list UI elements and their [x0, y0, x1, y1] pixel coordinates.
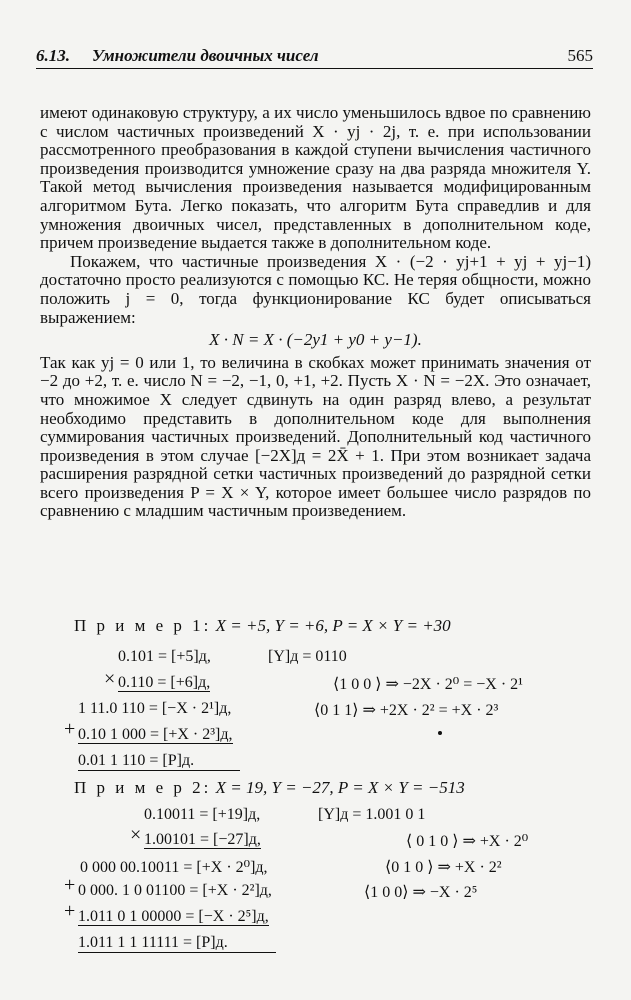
ex2-result-underline: [78, 952, 276, 953]
example-1-label: П р и м е р 1:: [74, 616, 212, 635]
ex2-row-6-left: 1.011 1 1 11111 = [P]д.: [78, 934, 228, 951]
ex2-row-2-right: ⟨ 0 1 0 ⟩ ⇒ +X · 2⁰: [406, 833, 529, 850]
ex2-row-2-left: 1.00101 = [−27]д,: [144, 831, 261, 848]
plus-sign-2: +: [64, 874, 76, 896]
header-rule: [36, 68, 593, 69]
running-header: [36, 46, 593, 70]
page-number: 565: [567, 46, 593, 65]
ex1-row-1-right: [Y]д = 0110: [268, 648, 347, 665]
plus-sign: +: [64, 718, 76, 740]
equation: X · N = X · (−2y1 + y0 + y−1).: [209, 330, 422, 350]
ex1-row-3-right: ⟨0 1 1⟩ ⇒ +2X · 2² = +X · 2³: [314, 702, 499, 719]
ex1-row-2-left: 0.110 = [+6]д,: [118, 674, 211, 691]
multiply-sign: ×: [104, 668, 116, 690]
example-2-condition: X = 19, Y = −27, P = X × Y = −513: [215, 778, 465, 797]
ex1-row-2-right: ⟨1 0 0 ⟩ ⇒ −2X · 2⁰ = −X · 2¹: [333, 676, 523, 693]
example-2-label: П р и м е р 2:: [74, 778, 212, 797]
ex1-row-1-left: 0.101 = [+5]д,: [118, 648, 211, 665]
plus-sign-3: +: [64, 900, 76, 922]
paragraph-1: имеют одинаковую структуру, а их число уменьшилось вдвое по сравнению с числом частичных произведений X · yj · 2j, т. е. при использовании рассмотренного преобразования в каждой ступени вычисления частичного произведения производится умножение сразу на два разряда множителя Y. Такой метод вычисления произведения называется модифицированным алгоритмом Бута. Легко показать, что алгоритм Бута справедлив и для умножения двоичных чисел, представленных в дополнительном коде, причем произведение выдается также в дополнительном коде.: [40, 103, 591, 253]
stray-dot: [438, 731, 442, 735]
ex1-row-5-left: 0.01 1 110 = [P]д.: [78, 752, 195, 769]
ex2-row-1-right: [Y]д = 1.001 0 1: [318, 806, 426, 823]
body-text: [40, 104, 591, 521]
paragraph-3: Так как yj = 0 или 1, то величина в скобках может принимать значения от −2 до +2, т. е. число N = −2, −1, 0, +1, +2. Пусть X · N = −2X. Это означает, что множимое X следует сдвинуть на один разряд влево, а результат необходимо представить в дополнительном коде для выполнения суммирования частичных произведений. Дополнительный код частичного произведения в этом случае [−2X]д = 2X̄ + 1. При этом возникает задача расширения разрядной сетки частичных произведений до разрядной сетки всего произведения P = X × Y, которое имеет большее число разрядов по сравнению с младшим частичным произведением.: [40, 352, 591, 521]
multiply-sign-2: ×: [130, 824, 142, 846]
ex2-row-4-left: 0 000. 1 0 01100 = [+X · 2²]д,: [78, 882, 272, 899]
ex1-result-underline: [78, 770, 240, 771]
example-1-condition: X = +5, Y = +6, P = X × Y = +30: [215, 616, 451, 635]
example-1-heading: [74, 616, 451, 636]
chapter-title: Умножители двоичных чисел: [92, 46, 319, 65]
paragraph-2: Покажем, что частичные произведения X · (−2 · yj+1 + yj + yj−1) достаточно просто реализуются с помощью КС. Не теряя общности, можно положить j = 0, тогда функционирование КС будет описываться выражением:: [40, 251, 591, 327]
ex2-row-5-left: 1.011 0 1 00000 = [−X · 2⁵]д,: [78, 908, 269, 925]
section-number: 6.13.: [36, 46, 70, 65]
ex2-row-3-right: ⟨0 1 0 ⟩ ⇒ +X · 2²: [385, 859, 502, 876]
example-2-heading: [74, 778, 465, 798]
ex2-row-4-right: ⟨1 0 0⟩ ⇒ −X · 2⁵: [364, 884, 478, 901]
ex2-row-3-left: 0 000 00.10011 = [+X · 2⁰]д,: [80, 859, 268, 876]
ex1-row-4-left: 0.10 1 000 = [+X · 2³]д,: [78, 726, 233, 743]
ex2-row-1-left: 0.10011 = [+19]д,: [144, 806, 261, 823]
ex1-row-3-left: 1 11.0 110 = [−X · 2¹]д,: [78, 700, 232, 717]
